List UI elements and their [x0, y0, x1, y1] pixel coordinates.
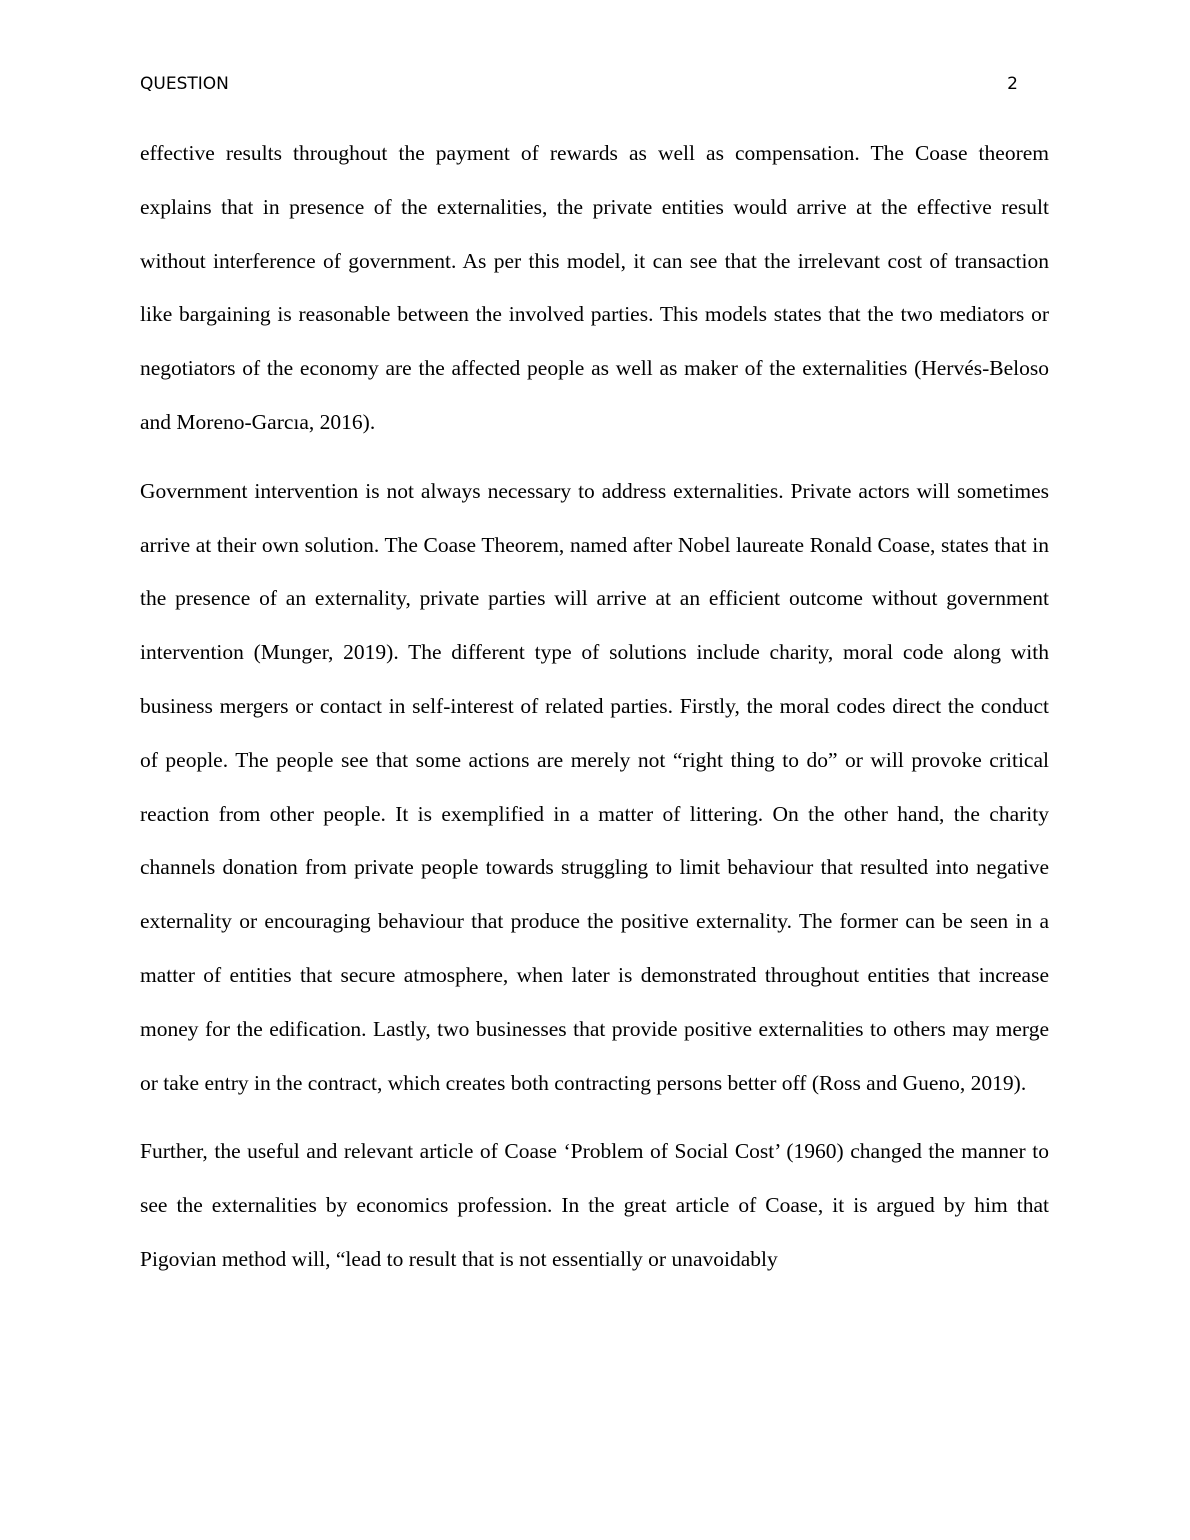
page-header	[140, 72, 1018, 96]
paragraph: Further, the useful and relevant article of Coase ‘Problem of Social Cost’ (1960) changed the manner to see the externalities by economics profession. In the great article of Coase, it is argued by him that Pigovian method will, “lead to result that is not essentially or unavoidably	[140, 1139, 1049, 1271]
document-body	[140, 127, 1049, 1287]
paragraph: Government intervention is not always necessary to address externalities. Private actors will sometimes arrive at their own solution. The Coase Theorem, named after Nobel laureate Ronald Coase, states that in the presence of an externality, private parties will arrive at an efficient outcome without government intervention (Munger, 2019). The different type of solutions include charity, moral code along with business mergers or contact in self-interest of related parties. Firstly, the moral codes direct the conduct of people. The people see that some actions are merely not “right thing to do” or will provoke critical reaction from other people. It is exemplified in a matter of littering. On the other hand, the charity channels donation from private people towards struggling to limit behaviour that resulted into negative externality or encouraging behaviour that produce the positive externality. The former can be seen in a matter of entities that secure atmosphere, when later is demonstrated throughout entities that increase money for the edification. Lastly, two businesses that provide positive externalities to others may merge or take entry in the contract, which creates both contracting persons better off (Ross and Gueno, 2019).	[140, 478, 1049, 1095]
running-head: QUESTION	[140, 74, 229, 94]
page-number: 2	[1007, 74, 1018, 94]
paragraph: effective results throughout the payment of rewards as well as compensation. The Coase theorem explains that in presence of the externalities, the private entities would arrive at the effective result without interference of government. As per this model, it can see that the irrelevant cost of transaction like bargaining is reasonable between the involved parties. This models states that the two mediators or negotiators of the economy are the affected people as well as maker of the externalities (Hervés-Beloso and Moreno-Garcıa, 2016).	[140, 141, 1049, 434]
